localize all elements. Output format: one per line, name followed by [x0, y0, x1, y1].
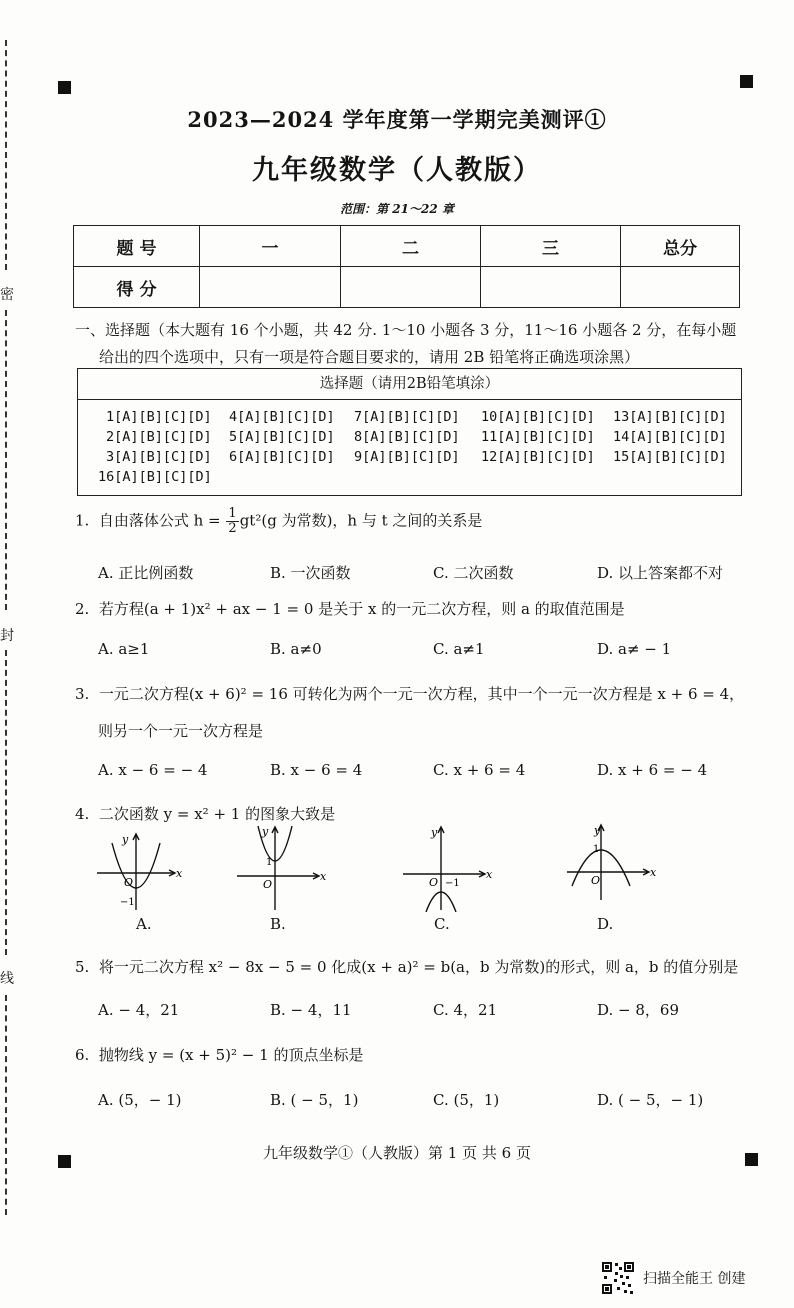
question-number: 3. [75, 685, 90, 703]
question-number: 2. [75, 600, 90, 618]
page-footer: 九年级数学①（人教版）第 1 页 共 6 页 [263, 1144, 531, 1162]
qr-code-icon [600, 1260, 636, 1296]
graph-option-d[interactable] [562, 820, 662, 910]
answer-sheet-header: 选择题（请用2B铅笔填涂） [78, 369, 741, 400]
origin-label: O [263, 878, 273, 891]
question-5 [75, 956, 738, 977]
intercept-label: −1 [445, 878, 460, 889]
score-cell[interactable] [481, 267, 621, 308]
intercept-label: 1 [593, 844, 600, 855]
option-d[interactable]: D. ( − 5，− 1) [597, 1091, 704, 1109]
seal-char: 封 [0, 628, 14, 644]
y-label: y [122, 833, 129, 846]
binding-line [5, 995, 7, 1215]
binding-line [5, 310, 7, 610]
question-number: 5. [75, 958, 90, 976]
intercept-label: −1 [120, 897, 135, 908]
option-c[interactable]: C. 二次函数 [433, 564, 514, 582]
corner-mark-tl [58, 81, 71, 94]
answer-item[interactable]: 13[A][B][C][D] [613, 409, 727, 425]
option-d[interactable]: D. a≠ − 1 [597, 640, 672, 658]
option-d[interactable]: D. 以上答案都不对 [597, 564, 724, 582]
answer-item[interactable]: 10[A][B][C][D] [481, 409, 595, 425]
section-instructions [75, 317, 745, 371]
score-cell[interactable] [341, 267, 481, 308]
option-a[interactable]: A. a≥1 [98, 640, 150, 658]
option-c[interactable]: C. x + 6 = 4 [433, 761, 526, 779]
option-b[interactable]: B. a≠0 [270, 640, 322, 658]
y-label: y [431, 826, 438, 839]
question-6 [75, 1044, 363, 1065]
answer-item[interactable]: 11[A][B][C][D] [481, 429, 595, 445]
score-cell[interactable] [200, 267, 341, 308]
question-3-cont: 则另一个一元一次方程是 [98, 722, 264, 740]
question-text: 若方程(a + 1)x² + ax − 1 = 0 是关于 x 的一元二次方程，则 a 的取值范围是 [98, 600, 625, 618]
x-label: x [486, 868, 493, 881]
y-label: y [262, 825, 269, 838]
origin-label: O [429, 876, 439, 889]
score-header-cell: 一 [200, 226, 341, 267]
exam-title: 2023—2024 学年度第一学期完美测评① [187, 107, 607, 132]
option-d[interactable]: D. x + 6 = − 4 [597, 761, 708, 779]
fraction [226, 507, 238, 536]
option-a[interactable]: A. x − 6 = − 4 [98, 761, 208, 779]
graph-option-c[interactable] [398, 822, 498, 912]
binding-line [5, 650, 7, 955]
answer-item[interactable]: 12[A][B][C][D] [481, 449, 595, 465]
section-line: 给出的四个选项中，只有一项是符合题目要求的，请用 2B 铅笔将正确选项涂黑） [99, 348, 640, 366]
question-text: gt²(g 为常数)，h 与 t 之间的关系是 [239, 511, 483, 530]
score-header-cell: 题 号 [74, 226, 200, 267]
answer-item[interactable]: 9[A][B][C][D] [354, 449, 460, 465]
option-b[interactable]: B. − 4，11 [270, 1001, 352, 1019]
fraction-numerator: 1 [228, 506, 237, 521]
answer-item[interactable]: 4[A][B][C][D] [229, 409, 335, 425]
answer-item[interactable]: 1[A][B][C][D] [106, 409, 212, 425]
graph-label-d: D. [597, 915, 614, 933]
question-text: 自由落体公式 h = [98, 511, 221, 530]
option-b[interactable]: B. 一次函数 [270, 564, 351, 582]
fraction-denominator: 2 [228, 521, 237, 536]
x-label: x [320, 870, 327, 883]
question-3 [75, 683, 744, 704]
exam-range: 范围：第 21～22 章 [340, 202, 454, 216]
option-c[interactable]: C. a≠1 [433, 640, 485, 658]
graph-label-c: C. [434, 915, 450, 933]
exam-subtitle: 九年级数学（人教版） [252, 155, 542, 186]
option-a[interactable]: A. (5，− 1) [98, 1091, 182, 1109]
option-d[interactable]: D. − 8，69 [597, 1001, 679, 1019]
intercept-label: 1 [266, 857, 273, 868]
question-text: 抛物线 y = (x + 5)² − 1 的顶点坐标是 [98, 1046, 364, 1064]
option-a[interactable]: A. − 4，21 [98, 1001, 180, 1019]
option-b[interactable]: B. x − 6 = 4 [270, 761, 363, 779]
option-c[interactable]: C. (5，1) [433, 1091, 500, 1109]
score-row-label: 得 分 [74, 267, 200, 308]
score-cell[interactable] [621, 267, 740, 308]
score-header-cell: 二 [341, 226, 481, 267]
option-a[interactable]: A. 正比例函数 [98, 564, 194, 582]
answer-item[interactable]: 5[A][B][C][D] [229, 429, 335, 445]
answer-item[interactable]: 2[A][B][C][D] [106, 429, 212, 445]
graph-option-b[interactable] [232, 822, 332, 912]
answer-grid [96, 409, 736, 489]
answer-item[interactable]: 7[A][B][C][D] [354, 409, 460, 425]
seal-char: 线 [0, 971, 14, 987]
question-text: 二次函数 y = x² + 1 的图象大致是 [98, 805, 336, 823]
question-text: 一元二次方程(x + 6)² = 16 可转化为两个一元一次方程，其中一个一元一次方程是 x + 6 = 4， [98, 685, 745, 703]
score-table [73, 225, 740, 308]
seal-char: 密 [0, 287, 14, 303]
answer-item[interactable]: 6[A][B][C][D] [229, 449, 335, 465]
graph-label-b: B. [270, 915, 286, 933]
question-text: 将一元二次方程 x² − 8x − 5 = 0 化成(x + a)² = b(a，b 为常数)的形式，则 a，b 的值分别是 [98, 958, 739, 976]
x-label: x [176, 867, 183, 880]
answer-item[interactable]: 3[A][B][C][D] [106, 449, 212, 465]
question-1 [75, 507, 482, 536]
corner-mark-tr [740, 75, 753, 88]
option-b[interactable]: B. ( − 5，1) [270, 1091, 359, 1109]
graph-label-a: A. [136, 915, 152, 933]
answer-sheet [77, 368, 742, 496]
question-2 [75, 598, 625, 619]
x-label: x [650, 866, 657, 879]
score-header-cell: 三 [481, 226, 621, 267]
answer-item[interactable]: 14[A][B][C][D] [613, 429, 727, 445]
graph-option-a[interactable] [92, 825, 202, 915]
question-number: 1. [75, 511, 90, 530]
option-c[interactable]: C. 4，21 [433, 1001, 498, 1019]
origin-label: O [124, 876, 134, 889]
answer-item[interactable]: 16[A][B][C][D] [98, 469, 212, 485]
question-number: 6. [75, 1046, 90, 1064]
answer-item[interactable]: 8[A][B][C][D] [354, 429, 460, 445]
origin-label: O [591, 874, 601, 887]
score-header-cell: 总分 [621, 226, 740, 267]
question-4 [75, 803, 335, 824]
section-line: 一、选择题（本大题有 16 个小题，共 42 分. 1～10 小题各 3 分，11～16 小题各 2 分，在每小题 [75, 321, 737, 339]
y-label: y [594, 824, 601, 837]
scanner-watermark: 扫描全能王 创建 [643, 1271, 746, 1287]
answer-item[interactable]: 15[A][B][C][D] [613, 449, 727, 465]
question-number: 4. [75, 805, 90, 823]
